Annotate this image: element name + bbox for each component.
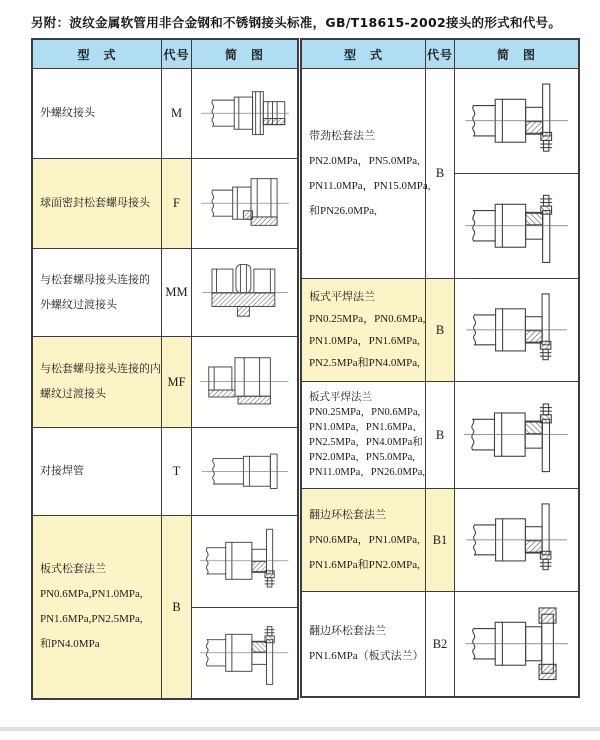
type-line: PN1.6MPa（板式法兰） (309, 650, 424, 662)
type-line: PN1.6MPa和PN2.0MPa, (309, 558, 420, 571)
type-line: PN11.0MPa，PN15.0MPa, (309, 179, 431, 192)
diagram-cell (455, 69, 578, 278)
type-line: PN2.5MPa和PN4.0MPa, (309, 357, 420, 369)
fitting-type-cell (33, 428, 162, 515)
code-cell: B1 (426, 489, 455, 591)
diagram-subcell (192, 69, 296, 158)
type-line: 板式平焊法兰 (309, 392, 372, 403)
diagram-cell (455, 279, 578, 381)
plate-flange-front-diagram (198, 521, 290, 601)
diagram-cell (192, 69, 297, 158)
type-line: 螺纹过渡接头 (40, 388, 106, 400)
type-line: PN11.0MPa，PN26.0MPa, (309, 467, 426, 478)
code-cell: B (426, 69, 455, 278)
fitting-type-cell (302, 382, 426, 488)
code-cell: MF (162, 337, 192, 427)
type-line: PN1.6MPa,PN2.5MPa, (40, 613, 143, 625)
fitting-table-left (31, 38, 299, 700)
table-row (33, 337, 297, 428)
fitting-type-cell (33, 159, 162, 248)
type-line: 外螺纹过渡接头 (40, 298, 117, 311)
loose-nut-fitting-diagram (199, 164, 291, 242)
code-cell: F (162, 159, 192, 248)
code-cell: B (426, 382, 455, 488)
type-line: 带劲松套法兰 (309, 129, 375, 142)
fitting-type-cell (302, 69, 431, 278)
header-code: 代号 (162, 40, 192, 68)
fitting-type-cell (33, 516, 162, 698)
header-diagram: 简 图 (224, 47, 264, 62)
plate-flange-back-diagram (463, 180, 570, 272)
type-line: PN2.5MPa，PN4.0MPa和 (309, 437, 423, 448)
diagram-subcell (192, 159, 296, 248)
table-row (33, 69, 297, 159)
code-cell: T (162, 428, 192, 515)
fitting-table-right (300, 38, 580, 698)
adapter-fitting-diagram (198, 342, 290, 421)
page-edge-shadow (0, 727, 600, 731)
page-title: 另附：波纹金属软管用非合金钢和不锈钢接头标准，GB/T18615-2002接头的形式和代号。 (31, 15, 562, 30)
header-type: 型 式 (302, 40, 426, 68)
type-line: PN1.0MPa，PN1.6MPa、 (309, 422, 423, 433)
diagram-cell (455, 489, 578, 591)
type-line: 对接焊管 (40, 465, 84, 477)
diagram-cell (192, 249, 297, 336)
header-diagram: 简 图 (496, 47, 536, 62)
type-line: 翻边环松套法兰 (309, 508, 386, 521)
type-line: 球面密封松套螺母接头 (40, 197, 150, 209)
type-line: PN0.6MPa，PN1.0MPa, (309, 533, 420, 546)
code-cell: M (162, 69, 192, 158)
diagram-subcell (192, 516, 297, 607)
header-type: 型 式 (33, 40, 162, 68)
type-line: 和PN26.0MPa, (309, 204, 377, 217)
table-row (302, 69, 578, 279)
plate-flange-front-diagram (464, 495, 569, 585)
code-cell: B (426, 279, 455, 381)
plate-flange-front-diagram (463, 75, 570, 167)
nipple-fitting-diagram (200, 254, 290, 331)
diagram-subcell (455, 592, 577, 696)
fitting-type-cell (33, 249, 162, 336)
table-row (302, 279, 578, 382)
header-code: 代号 (426, 40, 455, 68)
fitting-type-cell (33, 337, 162, 427)
fitting-type-cell (302, 279, 426, 381)
type-line: 与松套螺母接头连接的 (40, 273, 150, 286)
type-line: 与松套螺母接头连接的内 (40, 363, 161, 375)
type-line: PN2.0MPa，PN5.0MPa, (309, 452, 415, 463)
diagram-cell (192, 428, 297, 515)
diagram-subcell (193, 428, 295, 515)
type-line: PN0.25MPa，PN0.6MPa, (309, 313, 426, 325)
plate-flange-back-diagram (462, 388, 570, 481)
diagram-subcell (457, 489, 577, 591)
fitting-type-cell (302, 489, 426, 591)
diagram-subcell (192, 607, 297, 699)
code-cell: B (162, 516, 192, 698)
table-row (302, 592, 578, 696)
diagram-subcell (192, 337, 297, 427)
code-cell: B2 (426, 592, 455, 696)
butt-weld-pipe-diagram (200, 433, 290, 510)
diagram-cell (455, 592, 578, 696)
male-thread-fitting-diagram (199, 74, 291, 152)
diagram-cell (455, 382, 578, 488)
diagram-subcell (455, 173, 577, 278)
plate-flange-back-diagram (198, 613, 290, 693)
plate-flange-front-diagram (464, 285, 569, 375)
header-row (33, 40, 297, 69)
type-line: PN0.25MPa，PN0.6MPa, (309, 407, 421, 418)
diagram-subcell (455, 382, 578, 488)
diagram-cell (192, 159, 297, 248)
lap-ring-flange-diagram (463, 598, 570, 690)
diagram-subcell (457, 279, 577, 381)
type-line: 和PN4.0MPa (40, 638, 100, 650)
header-row (302, 40, 578, 69)
diagram-subcell (455, 69, 577, 173)
type-line: 翻边环松套法兰 (309, 625, 386, 637)
type-line: 板式松套法兰 (40, 563, 106, 575)
type-line: PN1.0MPa，PN1.6MPa, (309, 335, 420, 347)
table-row (302, 489, 578, 592)
diagram-cell (192, 337, 297, 427)
code-cell: MM (162, 249, 192, 336)
type-line: PN2.0MPa，PN5.0MPa, (309, 154, 420, 167)
fitting-type-cell (33, 69, 162, 158)
table-row (33, 428, 297, 516)
table-row (33, 249, 297, 337)
type-line: PN0.6MPa,PN1.0MPa, (40, 588, 143, 600)
table-row (33, 516, 297, 698)
diagram-subcell (193, 249, 295, 336)
fitting-type-cell (302, 592, 426, 696)
type-line: 外螺纹接头 (40, 107, 95, 119)
table-row (302, 382, 578, 489)
diagram-cell (192, 516, 297, 698)
type-line: 板式平焊法兰 (309, 291, 375, 303)
table-row (33, 159, 297, 249)
